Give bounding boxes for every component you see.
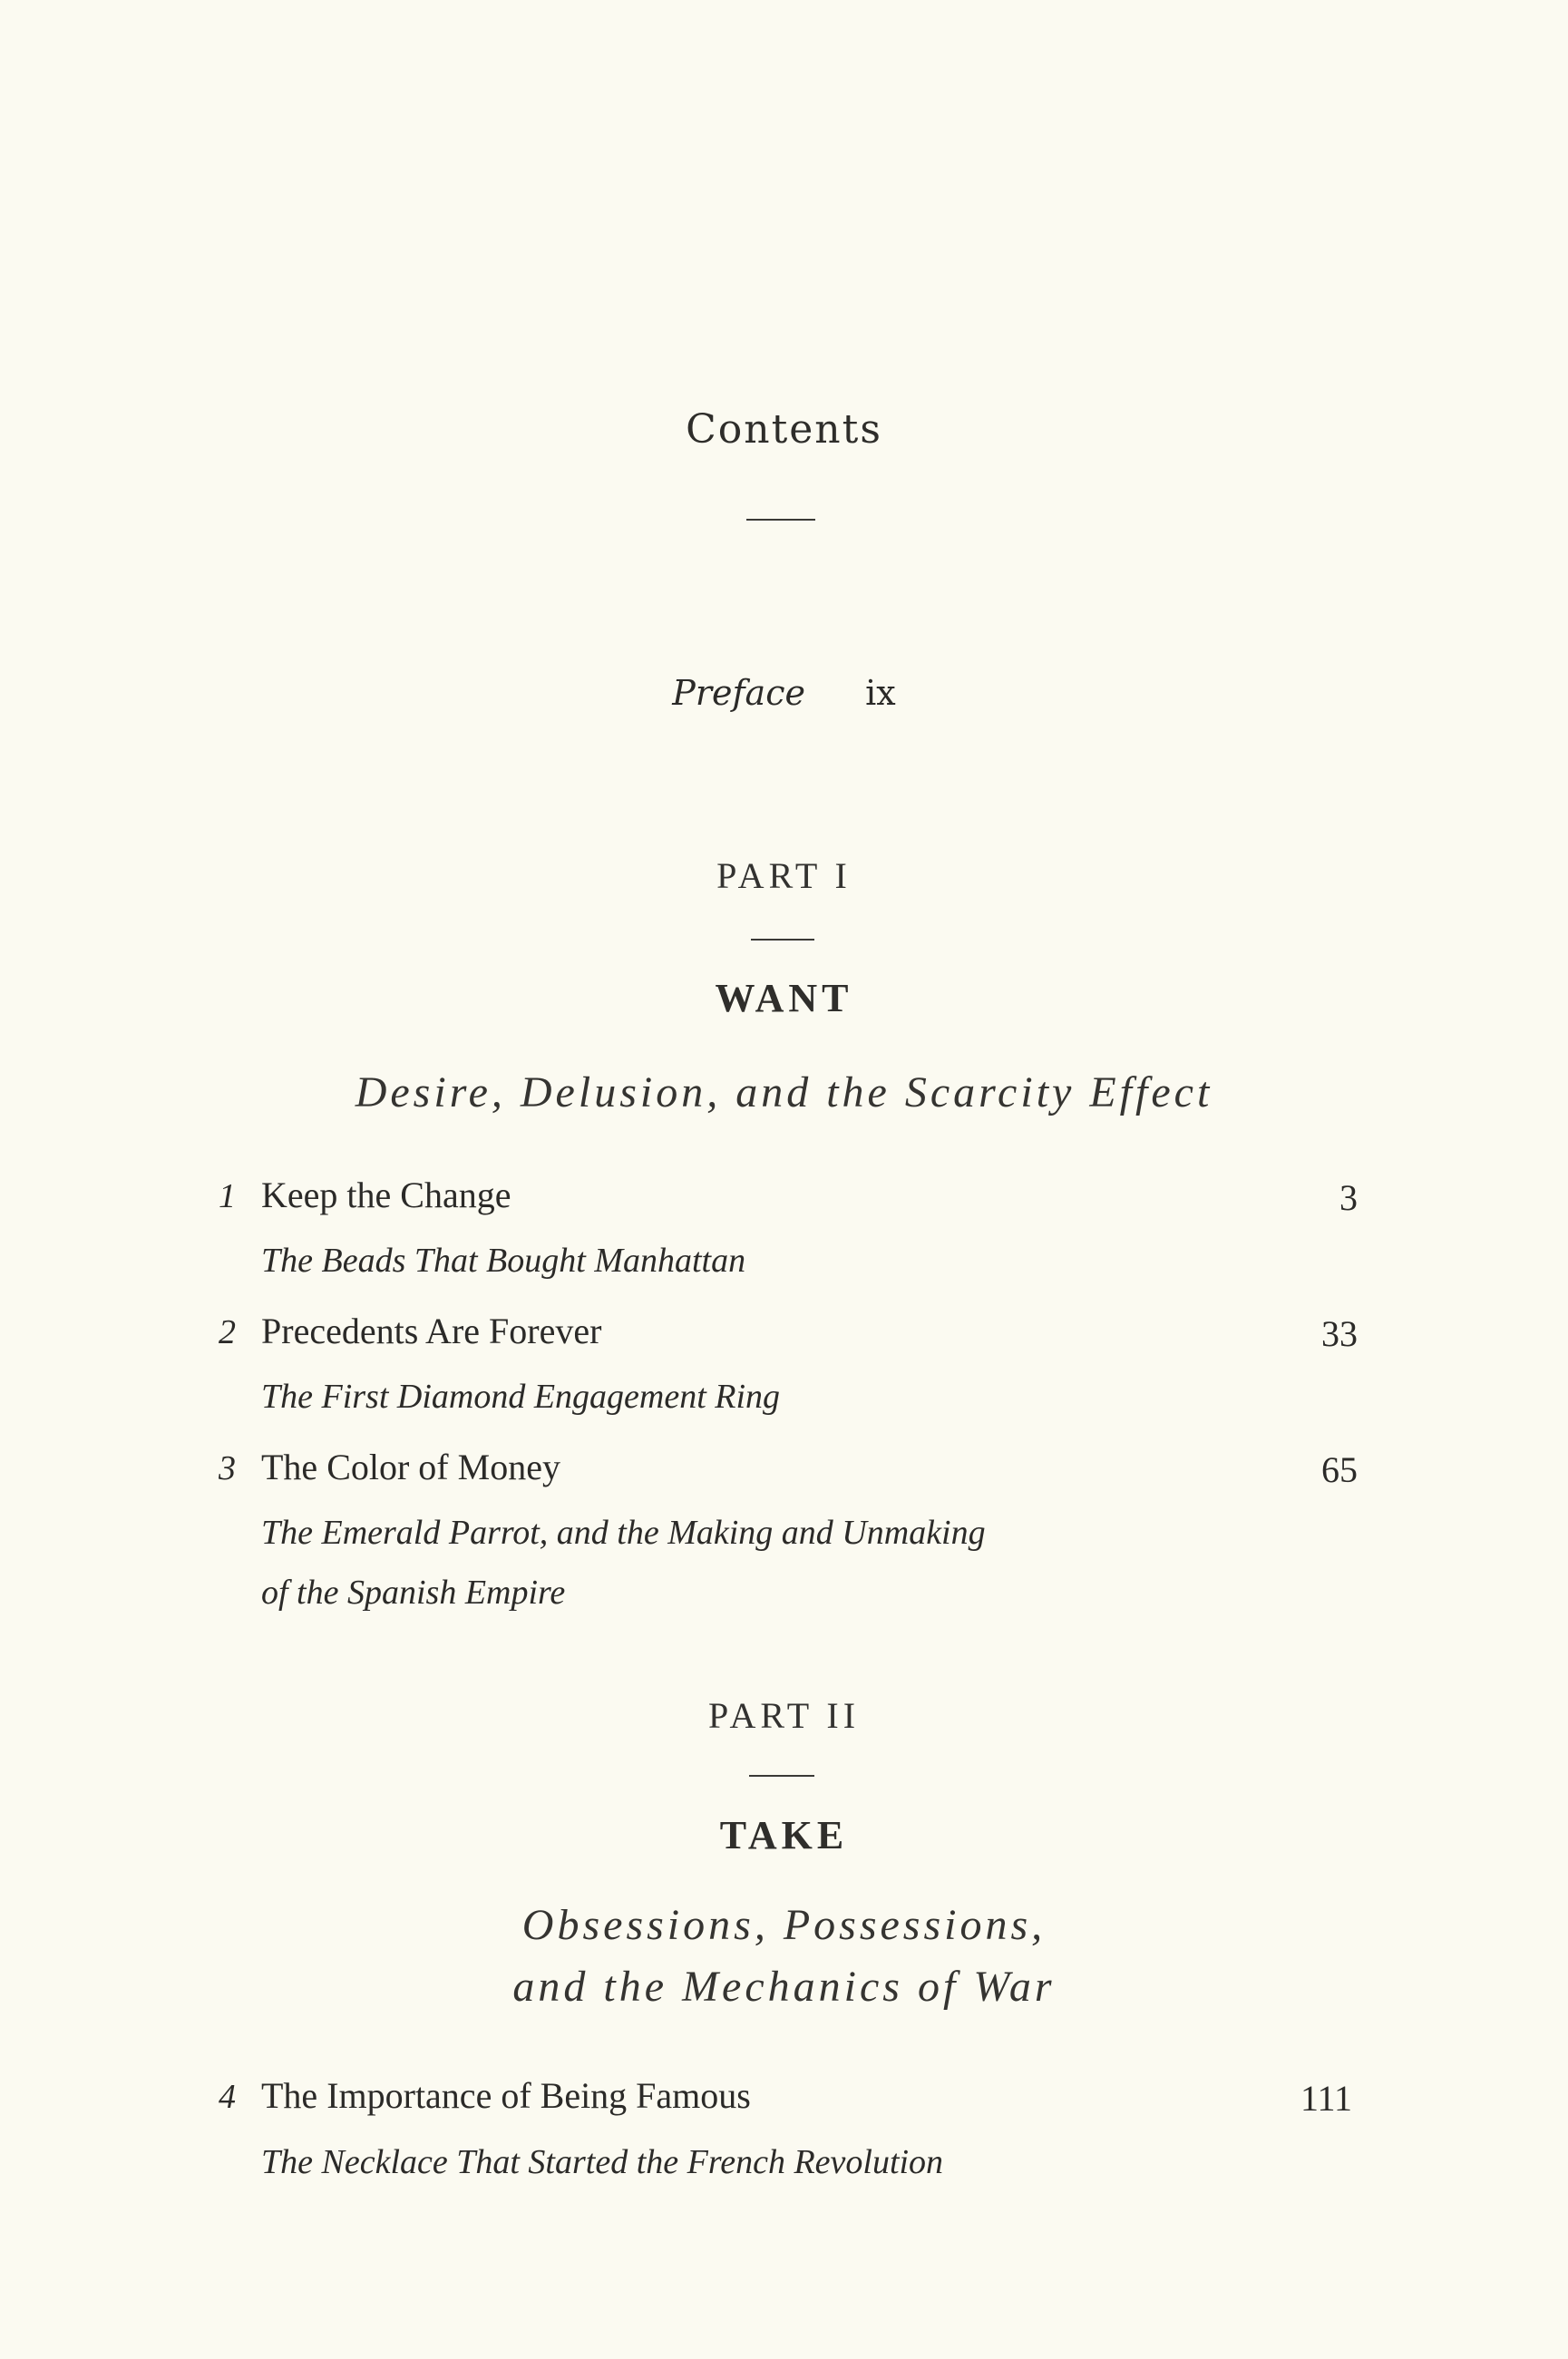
part-1-rule <box>751 939 814 941</box>
part-2-name: TAKE <box>719 1813 849 1857</box>
chapter-3-page: 65 <box>1321 1449 1358 1490</box>
chapter-3-title: The Color of Money <box>261 1447 560 1487</box>
chapter-2-page: 33 <box>1321 1313 1358 1354</box>
chapter-2-title: Precedents Are Forever <box>261 1311 602 1351</box>
chapter-2-number: 2 <box>219 1313 236 1351</box>
chapter-1-page: 3 <box>1339 1177 1358 1218</box>
chapter-4-subtitle: The Necklace That Started the French Revolution <box>261 2143 944 2181</box>
contents-heading: Contents <box>686 406 882 453</box>
chapter-4-title: The Importance of Being Famous <box>261 2075 751 2116</box>
chapter-3-number: 3 <box>219 1449 236 1487</box>
part-1-subtitle: Desire, Delusion, and the Scarcity Effect <box>355 1068 1213 1116</box>
part-2-subtitle-line-1: Obsessions, Possessions, <box>521 1901 1047 1949</box>
chapter-4-page: 111 <box>1300 2078 1352 2119</box>
heading-rule <box>746 519 815 521</box>
part-1-name: WANT <box>715 976 853 1020</box>
chapter-3-subtitle-line-1: The Emerald Parrot, and the Making and Unmaking <box>261 1514 986 1552</box>
chapter-3-subtitle-line-2: of the Spanish Empire <box>261 1574 566 1612</box>
chapter-2-subtitle: The First Diamond Engagement Ring <box>261 1378 781 1416</box>
part-2-subtitle-line-2: and the Mechanics of War <box>512 1963 1056 2011</box>
chapter-1-subtitle: The Beads That Bought Manhattan <box>261 1242 746 1280</box>
chapter-1-title: Keep the Change <box>261 1175 511 1215</box>
part-2-label: PART II <box>707 1695 861 1736</box>
preface-page: ix <box>865 673 896 713</box>
chapter-1-number: 1 <box>219 1177 236 1215</box>
chapter-4-number: 4 <box>219 2078 236 2116</box>
preface-label: Preface <box>672 673 805 713</box>
part-2-rule <box>749 1775 814 1777</box>
part-1-label: PART I <box>716 855 852 896</box>
preface-entry <box>0 673 1568 713</box>
